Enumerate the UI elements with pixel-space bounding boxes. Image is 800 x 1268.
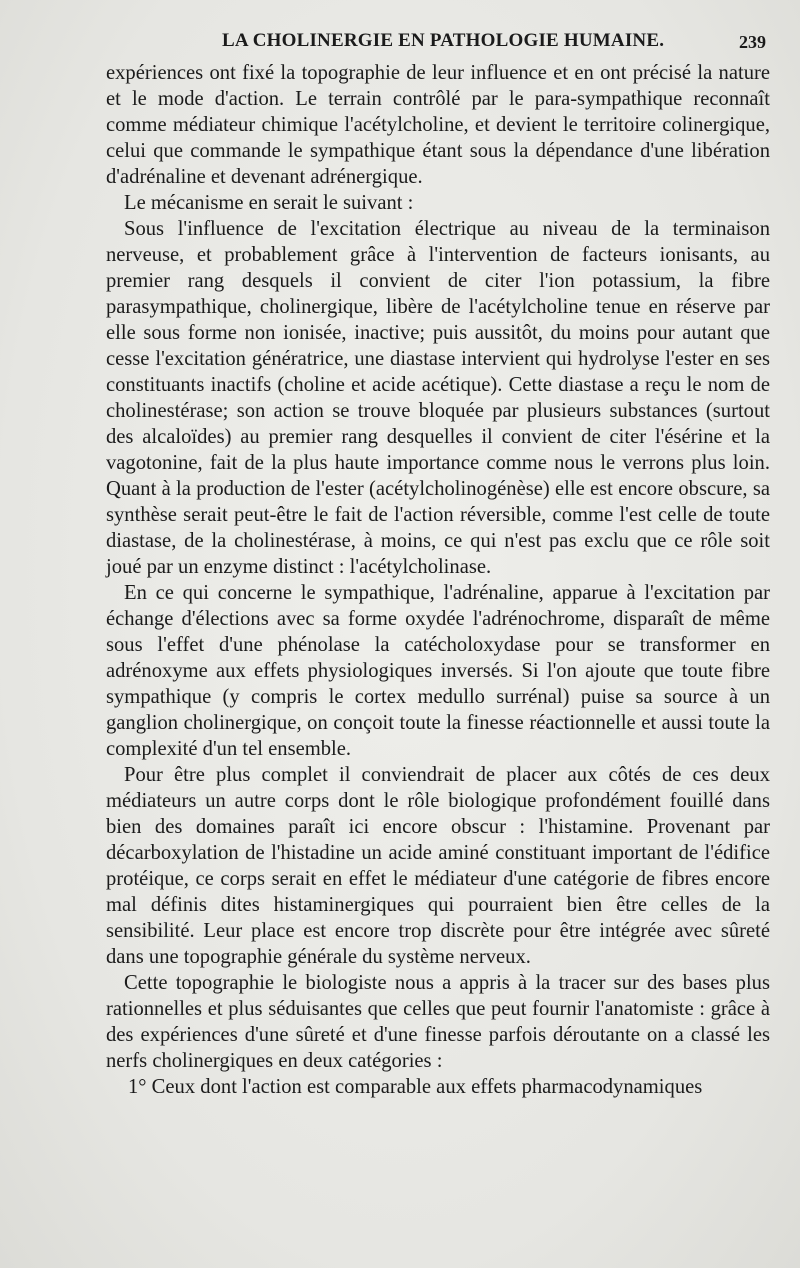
body-text (106, 60, 770, 1100)
paragraph: En ce qui concerne le sympathique, l'adrénaline, apparue à l'excitation par échange d'élections avec sa forme oxydée l'adrénochrome, disparaît de même sous l'effet d'une phénolase la catécholoxydase pour se transformer en adrénoxyme aux effets physiologiques inversés. Si l'on ajoute que toute fibre sympathique (y compris le cortex medullo surrénal) puise sa source à un ganglion cholinergique, on conçoit toute la finesse réactionnelle et aussi toute la complexité d'un tel ensemble. (106, 582, 770, 760)
paragraph: expériences ont fixé la topographie de leur influence et en ont précisé la nature et le mode d'action. Le terrain contrôlé par le para-sympathique reconnaît comme médiateur chimique l'acétylcholine, et devient le territoire colinergique, celui que commande le sympathique étant sous la dépendance d'une libération d'adrénaline et devenant adrénergique. (106, 62, 770, 188)
paragraph: Le mécanisme en serait le suivant : (124, 192, 414, 214)
page-header (0, 26, 800, 56)
paragraph: Pour être plus complet il conviendrait de placer aux côtés de ces deux médiateurs un autre corps dont le rôle biologique profondément fouillé dans bien des domaines paraît ici encore obscur : l'histamine. Provenant par décarboxylation de l'histadine un acide aminé constituant important de l'édifice protéique, ce corps serait en effet le médiateur d'une catégorie de fibres encore mal définis dites histaminergiques qui pourraient bien être celles de la sensibilité. Leur place est encore trop discrète pour être intégrée avec sûreté dans une topographie générale du système nerveux. (106, 764, 770, 968)
paragraph: 1° Ceux dont l'action est comparable aux effets pharmacodynamiques (128, 1076, 703, 1098)
paragraph: Sous l'influence de l'excitation électrique au niveau de la terminaison nerveuse, et probablement grâce à l'intervention de facteurs ionisants, au premier rang desquels il convient de citer l'ion potassium, la fibre parasympathique, cholinergique, libère de l'acétylcholine tenue en réserve par elle sous forme non ionisée, inactive; puis aussitôt, du moins pour autant que cesse l'excitation génératrice, une diastase intervient qui hydrolyse l'ester en ses constituants inactifs (choline et acide acétique). Cette diastase a reçu le nom de cholinestérase; son action se trouve bloquée par plusieurs substances (surtout des alcaloïdes) au premier rang desquelles il convient de citer l'ésérine et la vagotonine, fait de la plus haute importance comme nous le verrons plus loin. Quant à la production de l'ester (acétylcholinogénèse) elle est encore obscure, sa synthèse serait peut-être le fait de l'action réversible, comme l'est celle de toute diastase, de la cholinestérase, à moins, ce qui n'est pas exclu que ce rôle soit joué par un enzyme distinct : l'acétylcholinase. (106, 218, 770, 578)
running-title: LA CHOLINERGIE EN PATHOLOGIE HUMAINE. (222, 30, 665, 51)
paragraph: Cette topographie le biologiste nous a appris à la tracer sur des bases plus rationnelles et plus séduisantes que celles que peut fournir l'anatomiste : grâce à des expériences d'une sûreté et d'une finesse parfois déroutante on a classé les nerfs cholinergiques en deux catégories : (106, 972, 770, 1072)
page-number: 239 (739, 32, 766, 52)
